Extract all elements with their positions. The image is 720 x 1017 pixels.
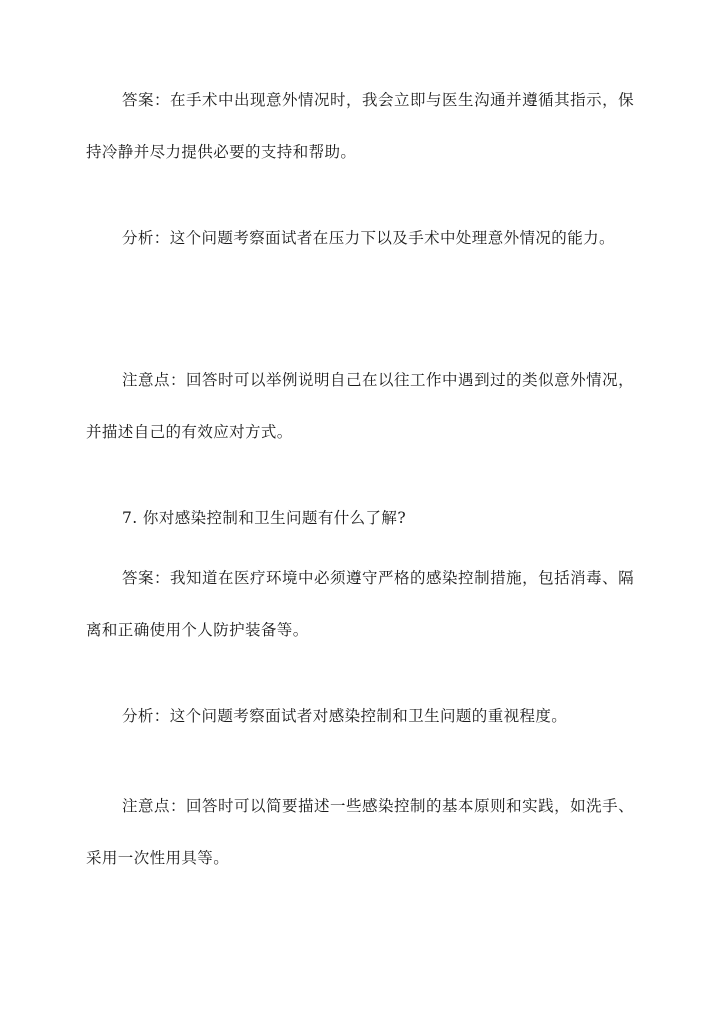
note-paragraph-6: 注意点：回答时可以举例说明自己在以往工作中遇到过的类似意外情况，并描述自己的有效应对方式。 <box>86 371 634 441</box>
analysis-paragraph-7: 分析：这个问题考察面试者对感染控制和卫生问题的重视程度。 <box>122 707 568 725</box>
answer-paragraph-6: 答案：在手术中出现意外情况时，我会立即与医生沟通并遵循其指示，保持冷静并尽力提供必要的支持和帮助。 <box>86 91 634 161</box>
question-7-heading: 7. 你对感染控制和卫生问题有什么了解? <box>122 509 407 527</box>
answer-paragraph-7: 答案：我知道在医疗环境中必须遵守严格的感染控制措施，包括消毒、隔离和正确使用个人防护装备等。 <box>86 569 634 639</box>
note-paragraph-7: 注意点：回答时可以简要描述一些感染控制的基本原则和实践，如洗手、采用一次性用具等。 <box>86 797 634 867</box>
analysis-paragraph-6: 分析：这个问题考察面试者在压力下以及手术中处理意外情况的能力。 <box>122 229 615 247</box>
